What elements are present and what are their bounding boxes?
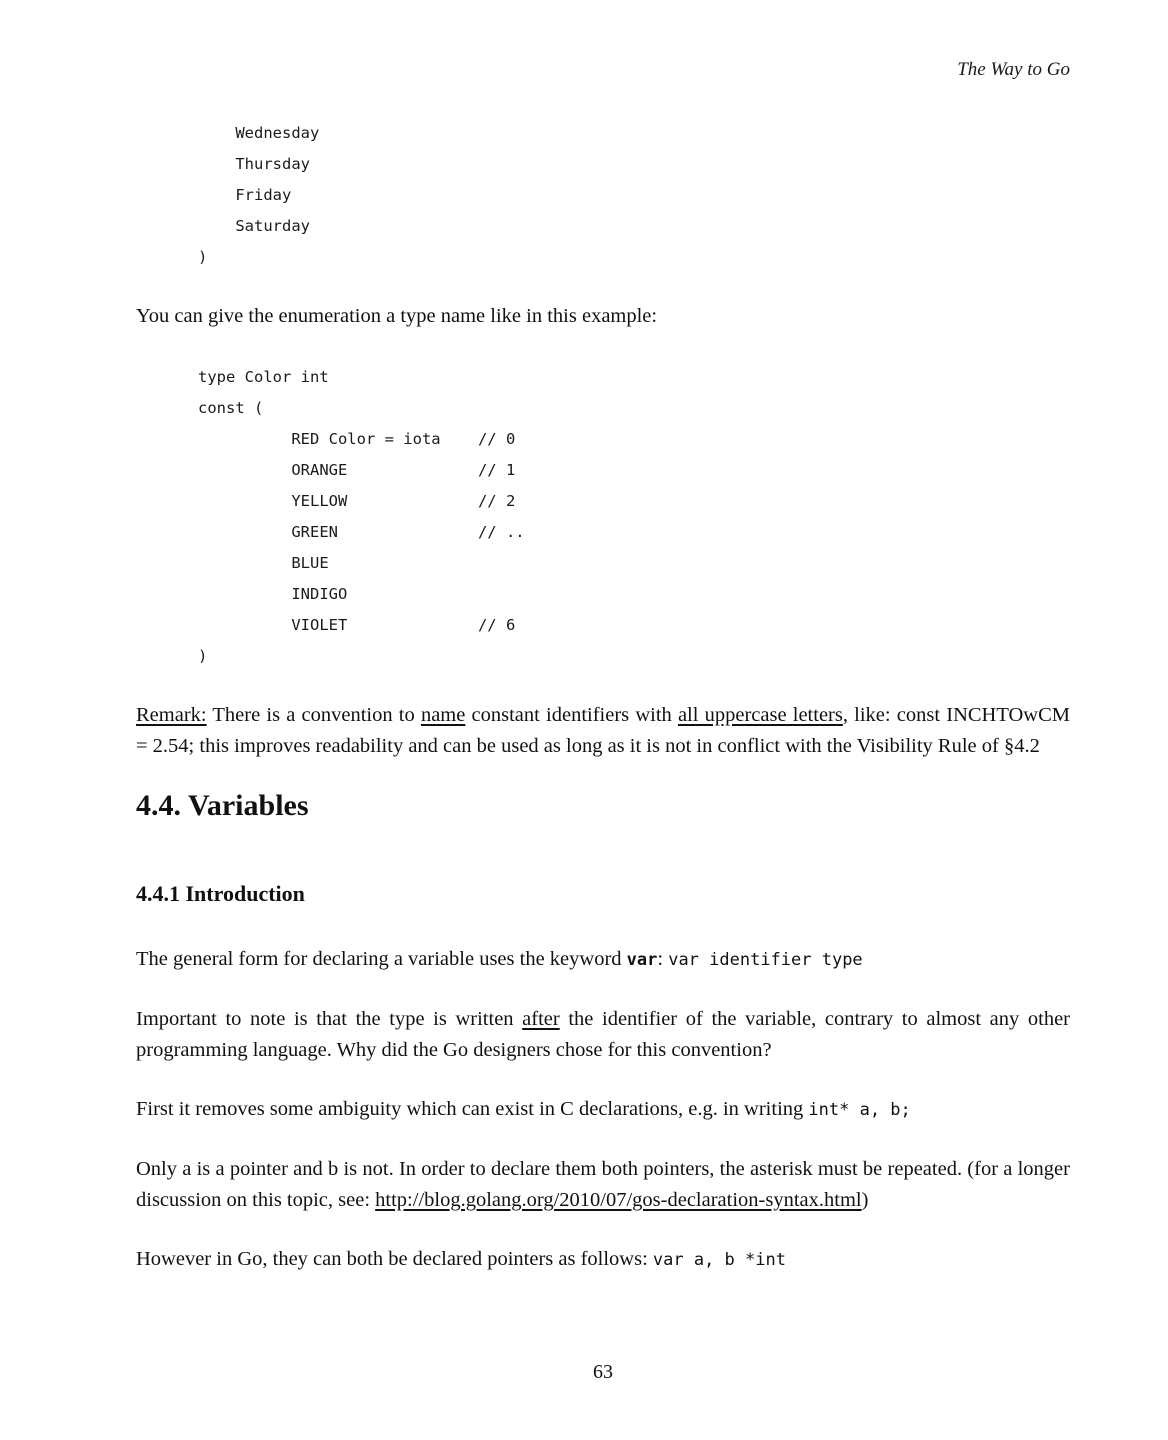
- pointer-text-1: Only a is a pointer and b is not. In order to declare them both pointers, the asterisk must be repeated. (for a longer discussion on this topic, see:: [136, 1158, 1070, 1211]
- paragraph-pointer-explanation: [136, 1154, 1070, 1216]
- code-line: VIOLET // 6: [198, 616, 516, 634]
- code-line: Friday: [198, 186, 292, 204]
- subsection-heading-introduction: 4.4.1 Introduction: [136, 881, 305, 906]
- pointer-text-2: ): [861, 1189, 869, 1211]
- inline-code-go-pointers: var a, b *int: [652, 1250, 786, 1270]
- section-heading-variables: 4.4. Variables: [136, 789, 309, 822]
- code-line: YELLOW // 2: [198, 492, 516, 510]
- remark-text-3: , like: const INCHTOwCM = 2.54; this improves readability and can be used as long as it is not in conflict with the Visibility Rule of §4.2: [136, 704, 1071, 757]
- code-line: Thursday: [198, 155, 310, 173]
- code-line: BLUE: [198, 554, 329, 572]
- paragraph-important-note: [136, 1004, 1070, 1066]
- paragraph-ambiguity: [136, 1094, 1070, 1126]
- code-line: const (: [198, 399, 264, 417]
- code-line: Wednesday: [198, 124, 320, 142]
- code-line: type Color int: [198, 368, 329, 386]
- important-underline-after: after: [522, 1008, 560, 1030]
- page-number: 63: [593, 1361, 613, 1383]
- running-header-title: The Way to Go: [957, 59, 1070, 80]
- code-line: ORANGE // 1: [198, 461, 516, 479]
- general-form-colon: :: [657, 948, 669, 970]
- remark-text-2: constant identifiers with: [465, 704, 678, 726]
- code-line: RED Color = iota // 0: [198, 430, 516, 448]
- paragraph-remark: [136, 700, 1070, 762]
- code-line: ): [198, 248, 208, 266]
- paragraph-enum-intro: You can give the enumeration a type name like in this example:: [136, 305, 658, 327]
- paragraph-however-go: [136, 1244, 1070, 1276]
- inline-code-c-declaration: int* a, b;: [808, 1100, 911, 1120]
- ambiguity-text: First it removes some ambiguity which can exist in C declarations, e.g. in writing: [136, 1098, 809, 1120]
- link-golang-blog[interactable]: [375, 1189, 861, 1211]
- code-block-color-enum: [198, 362, 1070, 672]
- inline-code-var-declaration: var identifier type: [668, 950, 863, 970]
- important-text-1: Important to note is that the type is written: [136, 1008, 523, 1030]
- remark-text-1: There is a convention to: [206, 704, 421, 726]
- general-form-text: The general form for declaring a variable uses the keyword: [136, 948, 627, 970]
- code-line: Saturday: [198, 217, 310, 235]
- remark-underline-uppercase: all uppercase letters: [677, 704, 843, 726]
- remark-underline-name: name: [420, 704, 466, 726]
- remark-label: Remark:: [136, 704, 207, 726]
- code-block-enum-days: [198, 118, 1070, 273]
- link-part-2[interactable]: html: [824, 1189, 862, 1211]
- paragraph-general-form: [136, 944, 1070, 976]
- however-text: However in Go, they can both be declared pointers as follows:: [136, 1248, 653, 1270]
- code-line: INDIGO: [198, 585, 348, 603]
- code-line: GREEN // ..: [198, 523, 525, 541]
- link-part-1[interactable]: http://blog.golang.org/2010/07/gos-declaration-syntax.: [375, 1189, 825, 1211]
- code-line: ): [198, 647, 208, 665]
- important-text-2: the identifier of the variable, contrary to almost any other programming language. Why did the Go designers chose for this convention?: [136, 1008, 1070, 1061]
- keyword-var: var: [626, 950, 658, 970]
